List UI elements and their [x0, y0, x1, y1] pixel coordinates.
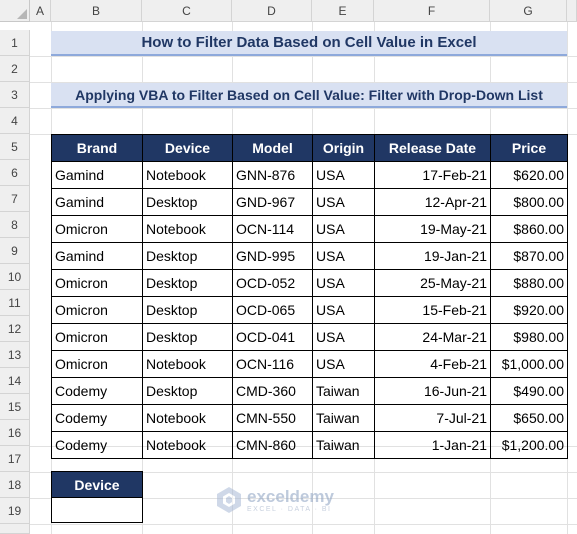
header-brand[interactable]: Brand	[52, 135, 143, 162]
cell-price[interactable]: $880.00	[491, 270, 568, 297]
column-header-g[interactable]: G	[490, 0, 567, 22]
sheet-title[interactable]: How to Filter Data Based on Cell Value in Excel	[51, 31, 567, 56]
column-header-b[interactable]: B	[51, 0, 142, 22]
cell-release-date[interactable]: 25-May-21	[375, 270, 491, 297]
row-header-6[interactable]: 6	[0, 160, 30, 186]
gridline	[30, 524, 577, 525]
column-header-a[interactable]: A	[30, 0, 51, 22]
row-header-18[interactable]: 18	[0, 472, 30, 498]
row-header-1[interactable]: 1	[0, 30, 30, 56]
cell-brand[interactable]: Gamind	[52, 243, 143, 270]
row-header-7[interactable]: 7	[0, 186, 30, 212]
row-header-17[interactable]: 17	[0, 446, 30, 472]
row-header-next[interactable]	[0, 524, 30, 534]
cell-price[interactable]: $870.00	[491, 243, 568, 270]
cell-model[interactable]: OCN-116	[233, 351, 313, 378]
row-header-16[interactable]: 16	[0, 420, 30, 446]
cell-model[interactable]: CMD-360	[233, 378, 313, 405]
watermark-tagline: EXCEL · DATA · BI	[247, 505, 332, 513]
select-all-corner[interactable]	[0, 0, 30, 22]
table-row	[52, 405, 568, 432]
cell-origin[interactable]: USA	[313, 162, 375, 189]
column-header-c[interactable]: C	[142, 0, 232, 22]
device-filter-label: Device	[51, 471, 143, 498]
gridline	[30, 56, 577, 57]
cell-origin[interactable]: USA	[313, 351, 375, 378]
table-row	[52, 351, 568, 378]
cell-device[interactable]: Notebook	[143, 162, 233, 189]
exceldemy-logo-icon	[216, 486, 242, 514]
cell-brand[interactable]: Gamind	[52, 162, 143, 189]
cell-price[interactable]: $860.00	[491, 216, 568, 243]
cell-model[interactable]: OCD-052	[233, 270, 313, 297]
cell-model[interactable]: GND-967	[233, 189, 313, 216]
row-header-11[interactable]: 11	[0, 290, 30, 316]
table-row	[52, 378, 568, 405]
row-header-19[interactable]: 19	[0, 498, 30, 524]
cell-brand[interactable]: Omicron	[52, 216, 143, 243]
cell-brand[interactable]: Omicron	[52, 324, 143, 351]
device-filter-input-cell[interactable]	[51, 497, 143, 523]
cell-origin[interactable]: USA	[313, 270, 375, 297]
cell-origin[interactable]: USA	[313, 297, 375, 324]
row-header-10[interactable]: 10	[0, 264, 30, 290]
cell-release-date[interactable]: 19-Jan-21	[375, 243, 491, 270]
cell-model[interactable]: OCN-114	[233, 216, 313, 243]
header-device[interactable]: Device	[143, 135, 233, 162]
row-header-8[interactable]: 8	[0, 212, 30, 238]
column-header-next[interactable]	[567, 0, 577, 22]
cell-model[interactable]: OCD-065	[233, 297, 313, 324]
cell-device[interactable]: Desktop	[143, 378, 233, 405]
exceldemy-watermark	[216, 486, 334, 514]
gridline	[30, 108, 577, 109]
data-table	[51, 134, 568, 459]
sheet-subtitle[interactable]: Applying VBA to Filter Based on Cell Value: Filter with Drop-Down List	[51, 83, 567, 108]
row-header-12[interactable]: 12	[0, 316, 30, 342]
cell-brand[interactable]: Omicron	[52, 297, 143, 324]
cell-price[interactable]: $920.00	[491, 297, 568, 324]
cell-brand[interactable]: Codemy	[52, 405, 143, 432]
cell-release-date[interactable]: 15-Feb-21	[375, 297, 491, 324]
cell-release-date[interactable]: 17-Feb-21	[375, 162, 491, 189]
cell-brand[interactable]: Gamind	[52, 189, 143, 216]
cell-brand[interactable]: Codemy	[52, 432, 143, 459]
row-header-13[interactable]: 13	[0, 342, 30, 368]
table-row	[52, 162, 568, 189]
cell-device[interactable]: Notebook	[143, 351, 233, 378]
cell-release-date[interactable]: 7-Jul-21	[375, 405, 491, 432]
table-row	[52, 216, 568, 243]
header-price[interactable]: Price	[491, 135, 568, 162]
cell-origin[interactable]: USA	[313, 243, 375, 270]
cell-brand[interactable]: Omicron	[52, 270, 143, 297]
cell-origin[interactable]: USA	[313, 216, 375, 243]
row-header-14[interactable]: 14	[0, 368, 30, 394]
cell-device[interactable]: Notebook	[143, 432, 233, 459]
cell-device[interactable]: Notebook	[143, 216, 233, 243]
row-header-9[interactable]: 9	[0, 238, 30, 264]
cell-price[interactable]: $650.00	[491, 405, 568, 432]
cell-model[interactable]: GNN-876	[233, 162, 313, 189]
cell-brand[interactable]: Codemy	[52, 378, 143, 405]
cell-release-date[interactable]: 12-Apr-21	[375, 189, 491, 216]
table-header-row	[52, 135, 568, 162]
cell-origin[interactable]: Taiwan	[313, 405, 375, 432]
cell-release-date[interactable]: 1-Jan-21	[375, 432, 491, 459]
cell-device[interactable]: Desktop	[143, 324, 233, 351]
cell-device[interactable]: Desktop	[143, 270, 233, 297]
cell-origin[interactable]: USA	[313, 324, 375, 351]
cell-brand[interactable]: Omicron	[52, 351, 143, 378]
cell-origin[interactable]: USA	[313, 189, 375, 216]
cell-model[interactable]: CMN-550	[233, 405, 313, 432]
cell-origin[interactable]: Taiwan	[313, 378, 375, 405]
cell-device[interactable]: Desktop	[143, 189, 233, 216]
row-header-4[interactable]: 4	[0, 108, 30, 134]
cell-device[interactable]: Desktop	[143, 297, 233, 324]
header-model[interactable]: Model	[233, 135, 313, 162]
watermark-name: exceldemy	[247, 486, 334, 506]
row-header-2[interactable]: 2	[0, 56, 30, 82]
cell-price[interactable]: $620.00	[491, 162, 568, 189]
table-row	[52, 297, 568, 324]
cell-release-date[interactable]: 4-Feb-21	[375, 351, 491, 378]
table-row	[52, 243, 568, 270]
column-header-d[interactable]: D	[232, 0, 312, 22]
header-origin[interactable]: Origin	[313, 135, 375, 162]
table-row	[52, 189, 568, 216]
column-header-f[interactable]: F	[374, 0, 490, 22]
cell-price[interactable]: $1,000.00	[491, 351, 568, 378]
row-header-3[interactable]: 3	[0, 82, 30, 108]
cell-model[interactable]: GND-995	[233, 243, 313, 270]
cell-origin[interactable]: Taiwan	[313, 432, 375, 459]
cell-price[interactable]: $490.00	[491, 378, 568, 405]
cell-release-date[interactable]: 24-Mar-21	[375, 324, 491, 351]
table-row	[52, 432, 568, 459]
table-row	[52, 270, 568, 297]
header-release-date[interactable]: Release Date	[375, 135, 491, 162]
cell-release-date[interactable]: 19-May-21	[375, 216, 491, 243]
cell-model[interactable]: OCD-041	[233, 324, 313, 351]
cell-price[interactable]: $980.00	[491, 324, 568, 351]
column-header-e[interactable]: E	[312, 0, 374, 22]
cell-device[interactable]: Desktop	[143, 243, 233, 270]
cell-model[interactable]: CMN-860	[233, 432, 313, 459]
row-header-15[interactable]: 15	[0, 394, 30, 420]
cell-release-date[interactable]: 16-Jun-21	[375, 378, 491, 405]
row-header-5[interactable]: 5	[0, 134, 30, 160]
cell-price[interactable]: $800.00	[491, 189, 568, 216]
cell-price[interactable]: $1,200.00	[491, 432, 568, 459]
cell-device[interactable]: Notebook	[143, 405, 233, 432]
table-row	[52, 324, 568, 351]
select-all-icon	[17, 9, 27, 19]
